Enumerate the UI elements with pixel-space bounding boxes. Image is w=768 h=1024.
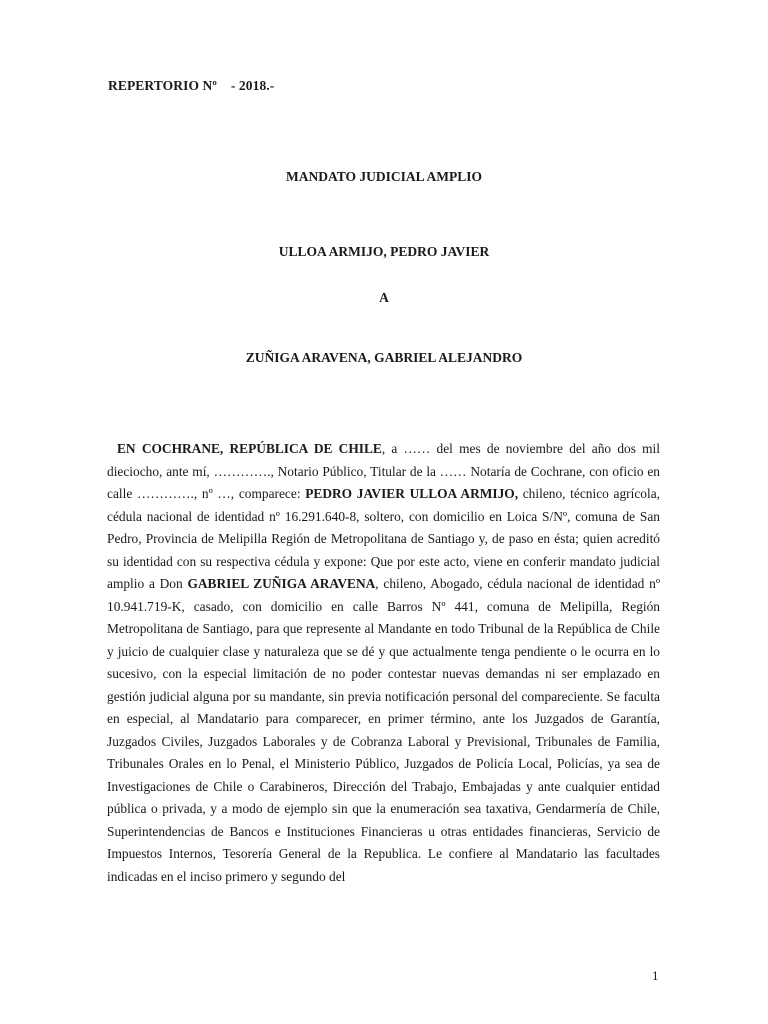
body-paragraph (107, 438, 660, 888)
body-segment-3: , chileno, Abogado, cédula nacional de identidad nº 10.941.719-K, casado, con domicilio en calle Barros Nº 441, comuna de Melipilla, Región Metropolitana de Santiago, para que represente al Mandante en todo Tribunal de la República de Chile y juicio de cualquier clase y naturaleza que se dé y que actualmente tenga pendiente o le ocurra en lo sucesivo, con la especial limitación de no poder contestar nuevas demandas ni ser emplazado en gestión judicial alguna por su mandante, sin previa notificación personal del compareciente. Se faculta en especial, al Mandatario para comparecer, en primer término, ante los Juzgados de Garantía, Juzgados Civiles, Juzgados Laborales y de Cobranza Laboral y Previsional, Tribunales de Familia, Tribunales Orales en lo Penal, el Ministerio Público, Juzgados de Policía Local, Policías, ya sea de Investigaciones de Chile o Carabineros, Dirección del Trabajo, Embajadas y ante cualquier entidad pública o privada, y a modo de ejemplo sin que la enumeración sea taxativa, Gendarmería de Chile, Superintendencias de Bancos e Instituciones Financieras u otras entidades financieras, Servicio de Impuestos Internos, Tesorería General de la Republica. Le confiere al Mandatario las facultades indicadas en el inciso primero y segundo del (107, 576, 660, 884)
body-location-bold: EN COCHRANE, REPÚBLICA DE CHILE (117, 441, 382, 456)
repertorio-number: REPERTORIO Nº - 2018.- (108, 78, 275, 93)
body-grantee-name-bold: GABRIEL ZUÑIGA ARAVENA (187, 576, 376, 591)
party-connector: A (379, 290, 389, 305)
party-grantee: ZUÑIGA ARAVENA, GABRIEL ALEJANDRO (245, 350, 523, 365)
body-grantor-name-bold: PEDRO JAVIER ULLOA ARMIJO, (305, 486, 519, 501)
body-segment-2: chileno, técnico agrícola, cédula nacional de identidad nº 16.291.640-8, soltero, con domicilio en Loica S/Nº, comuna de San Pedro, Provincia de Melipilla Región de Metropolitana de Santiago y, de paso en ésta; quien acreditó su identidad con su respectiva cédula y expone: Que por este acto, viene en conferir mandato judicial amplio a Don (107, 486, 660, 591)
party-grantor: ULLOA ARMIJO, PEDRO JAVIER (278, 244, 490, 259)
page-number: 1 (652, 968, 659, 983)
document-title: MANDATO JUDICIAL AMPLIO (285, 169, 482, 184)
body-segment-1: , a …… del mes de noviembre del año dos mil dieciocho, ante mí, …………., Notario Público, Titular de la …… Notaría de Cochrane, con oficio en calle …………., nº …, comparece: (107, 441, 660, 501)
